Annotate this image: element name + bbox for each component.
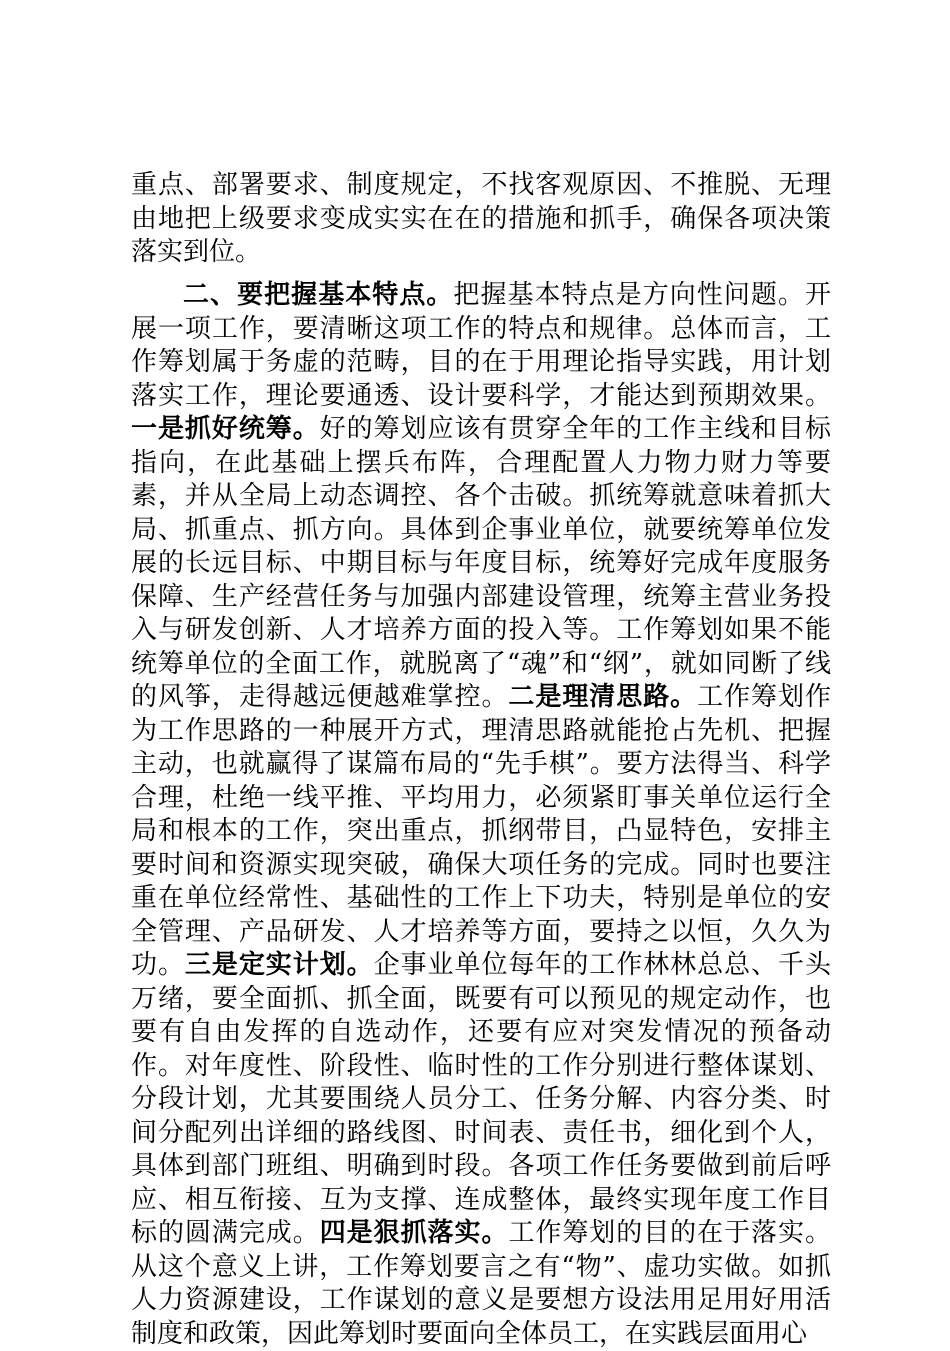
point-1-title: 一是抓好统筹。 <box>131 414 320 444</box>
point-3-title: 三是定实计划。 <box>184 950 374 980</box>
point-3-text: 企事业单位每年的工作林林总总、千头万绪，要全面抓、抓全面，既要有可以预见的规定动作，也要有自由发挥的自选动作，还要有应对突发情况的预备动作。对年度性、阶段性、临时性的工作分别进行整体谋划、分段计划，尤其要围绕人员分工、任务分解、内容分类、时间分配列出详细的路线图、时间表、责任书，细化到个人，具体到部门班组、明确到时段。各项工作任务要做到前后呼应、相互衔接、互为支撑、连成整体，最终实现年度工作目标的圆满完成。 <box>131 950 831 1248</box>
point-2-text: 工作筹划作为工作思路的一种展开方式，理清思路就能抢占先机、把握主动，也就赢得了谋篇布局的“先手棋”。要方法得当、科学合理，杜绝一线平推、平均用力，必须紧盯事关单位运行全局和根本的工作，突出重点，抓纲带目，凸显特色，安排主要时间和资源实现突破，确保大项任务的完成。同时也要注重在单位经常性、基础性的工作上下功夫，特别是单位的安全管理、产品研发、人才培养等方面，要持之以恒，久久为功。 <box>131 682 831 980</box>
section-intro: 把握基本特点是方向性问题。开展一项工作，要清晰这项工作的特点和规律。总体而言，工作筹划属于务虚的范畴，目的在于用理论指导实践，用计划落实工作，理论要通透、设计要科学，才能达到预期效果。 <box>131 280 831 411</box>
paragraph-continuation: 重点、部署要求、制度规定，不找客观原因、不推脱、无理由地把上级要求变成实实在在的措施和抓手，确保各项决策落实到位。 <box>131 170 831 267</box>
section-heading: 二、要把握基本特点。 <box>183 280 454 310</box>
point-2-title: 二是理清思路。 <box>508 682 698 712</box>
point-4-title: 四是狠抓落实。 <box>319 1218 509 1248</box>
point-1-text: 好的筹划应该有贯穿全年的工作主线和目标指向，在此基础上摆兵布阵，合理配置人力物力财力等要素，并从全局上动态调控、各个击破。抓统筹就意味着抓大局、抓重点、抓方向。具体到企事业单位，就要统筹单位发展的长远目标、中期目标与年度目标，统筹好完成年度服务保障、生产经营任务与加强内部建设管理，统筹主营业务投入与研发创新、人才培养方面的投入等。工作筹划如果不能统筹单位的全面工作，就脱离了“魂”和“纲”，就如同断了线的风筝，走得越远便越难掌控。 <box>131 414 831 712</box>
point-4-text: 工作筹划的目的在于落实。从这个意义上讲，工作筹划要言之有“物”、虚功实做。如抓人力资源建设，工作谋划的意义是要想方设法用足用好用活制度和政策，因此筹划时要面向全体员工，在实践层面用心 <box>131 1218 831 1349</box>
paragraph-section-two <box>131 279 831 1351</box>
